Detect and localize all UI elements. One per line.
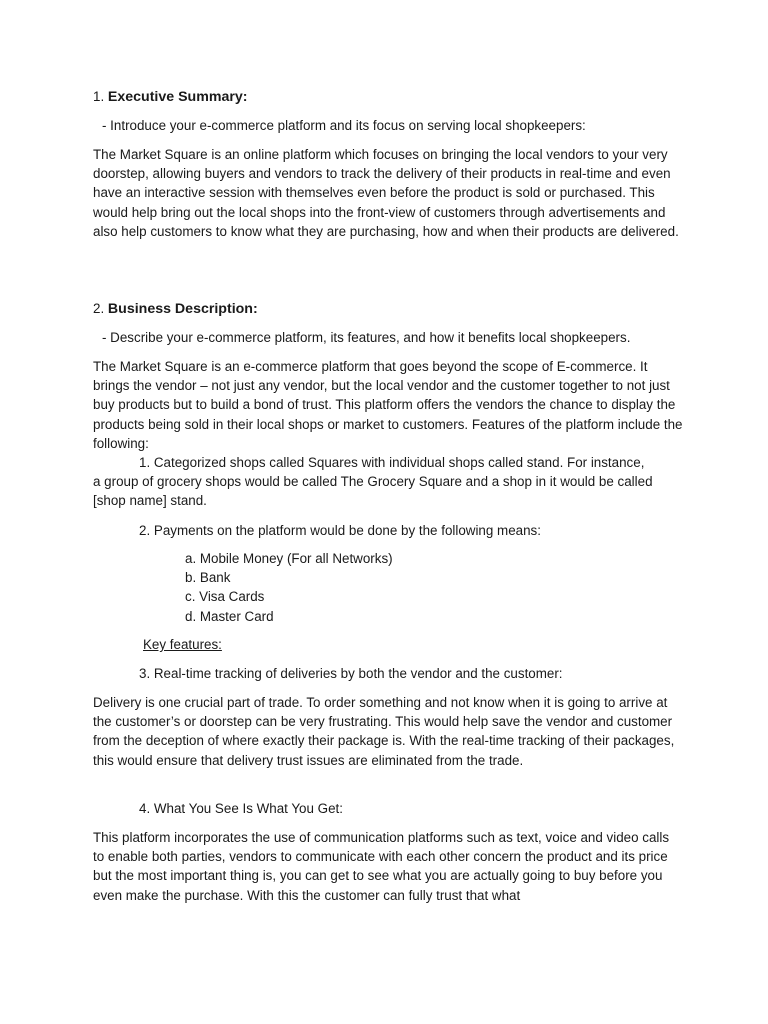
feature-4-paragraph: This platform incorporates the use of communication platforms such as text, voice and video calls to enable both parties, vendors to communicate with each other concern the product and its price but the most important thing is, you can get to see what you are actually going to buy before you even make the purchase. With this the customer can fully trust that what bbox=[93, 830, 670, 903]
feature-item-1-continuation: a group of grocery shops would be called The Grocery Square and a shop in it would be called [shop name] stand. bbox=[93, 474, 653, 509]
payment-method-item: d. Master Card bbox=[185, 609, 274, 624]
section-number: 2. bbox=[93, 301, 105, 316]
payment-method-item: b. Bank bbox=[185, 570, 231, 585]
section-body-paragraph: The Market Square is an online platform which focuses on bringing the local vendors to your very doorstep, allowing buyers and vendors to track the delivery of their products in real-time and even have an interactive session with themselves even before the product is sold or purchased. This would help bring out the local shops into the front-view of customers through advertisements and also help customers to know what they are purchasing, how and when their products are delivered. bbox=[93, 147, 679, 239]
section-body-paragraph: The Market Square is an e-commerce platform that goes beyond the scope of E-commerce. It brings the vendor – not just any vendor, but the local vendor and the customer together to not just buy products but to build a bond of trust. This platform offers the vendors the chance to display the products being sold in their local shops or market to customers. Features of the platform include the following: bbox=[93, 359, 683, 451]
section-prompt: - Describe your e-commerce platform, its features, and how it benefits local shopkeepers. bbox=[102, 330, 631, 345]
section-title: Executive Summary: bbox=[107, 89, 248, 105]
feature-item-3: 3. Real-time tracking of deliveries by both the vendor and the customer: bbox=[139, 666, 563, 681]
feature-3-paragraph: Delivery is one crucial part of trade. To order something and not know when it is going to arrive at the customer’s or doorstep can be very frustrating. This would help save the vendor and customer from the deception of where exactly their package is. With the real-time tracking of their packages, this would ensure that delivery trust issues are eliminated from the trade. bbox=[93, 695, 675, 768]
section-prompt: - Introduce your e-commerce platform and its focus on serving local shopkeepers: bbox=[102, 118, 586, 133]
feature-item-1-lead: 1. Categorized shops called Squares with individual shops called stand. For instance, bbox=[139, 455, 645, 470]
payment-method-item: c. Visa Cards bbox=[185, 589, 265, 604]
section-number: 1. bbox=[93, 89, 105, 104]
feature-item-2: 2. Payments on the platform would be done by the following means: bbox=[139, 523, 541, 538]
key-features-label: Key features: bbox=[143, 637, 222, 652]
section-title: Business Description: bbox=[107, 301, 258, 317]
payment-method-item: a. Mobile Money (For all Networks) bbox=[185, 551, 393, 566]
section-heading-business-description bbox=[93, 299, 683, 319]
feature-item-4: 4. What You See Is What You Get: bbox=[139, 801, 343, 816]
section-heading-executive-summary bbox=[93, 87, 683, 107]
